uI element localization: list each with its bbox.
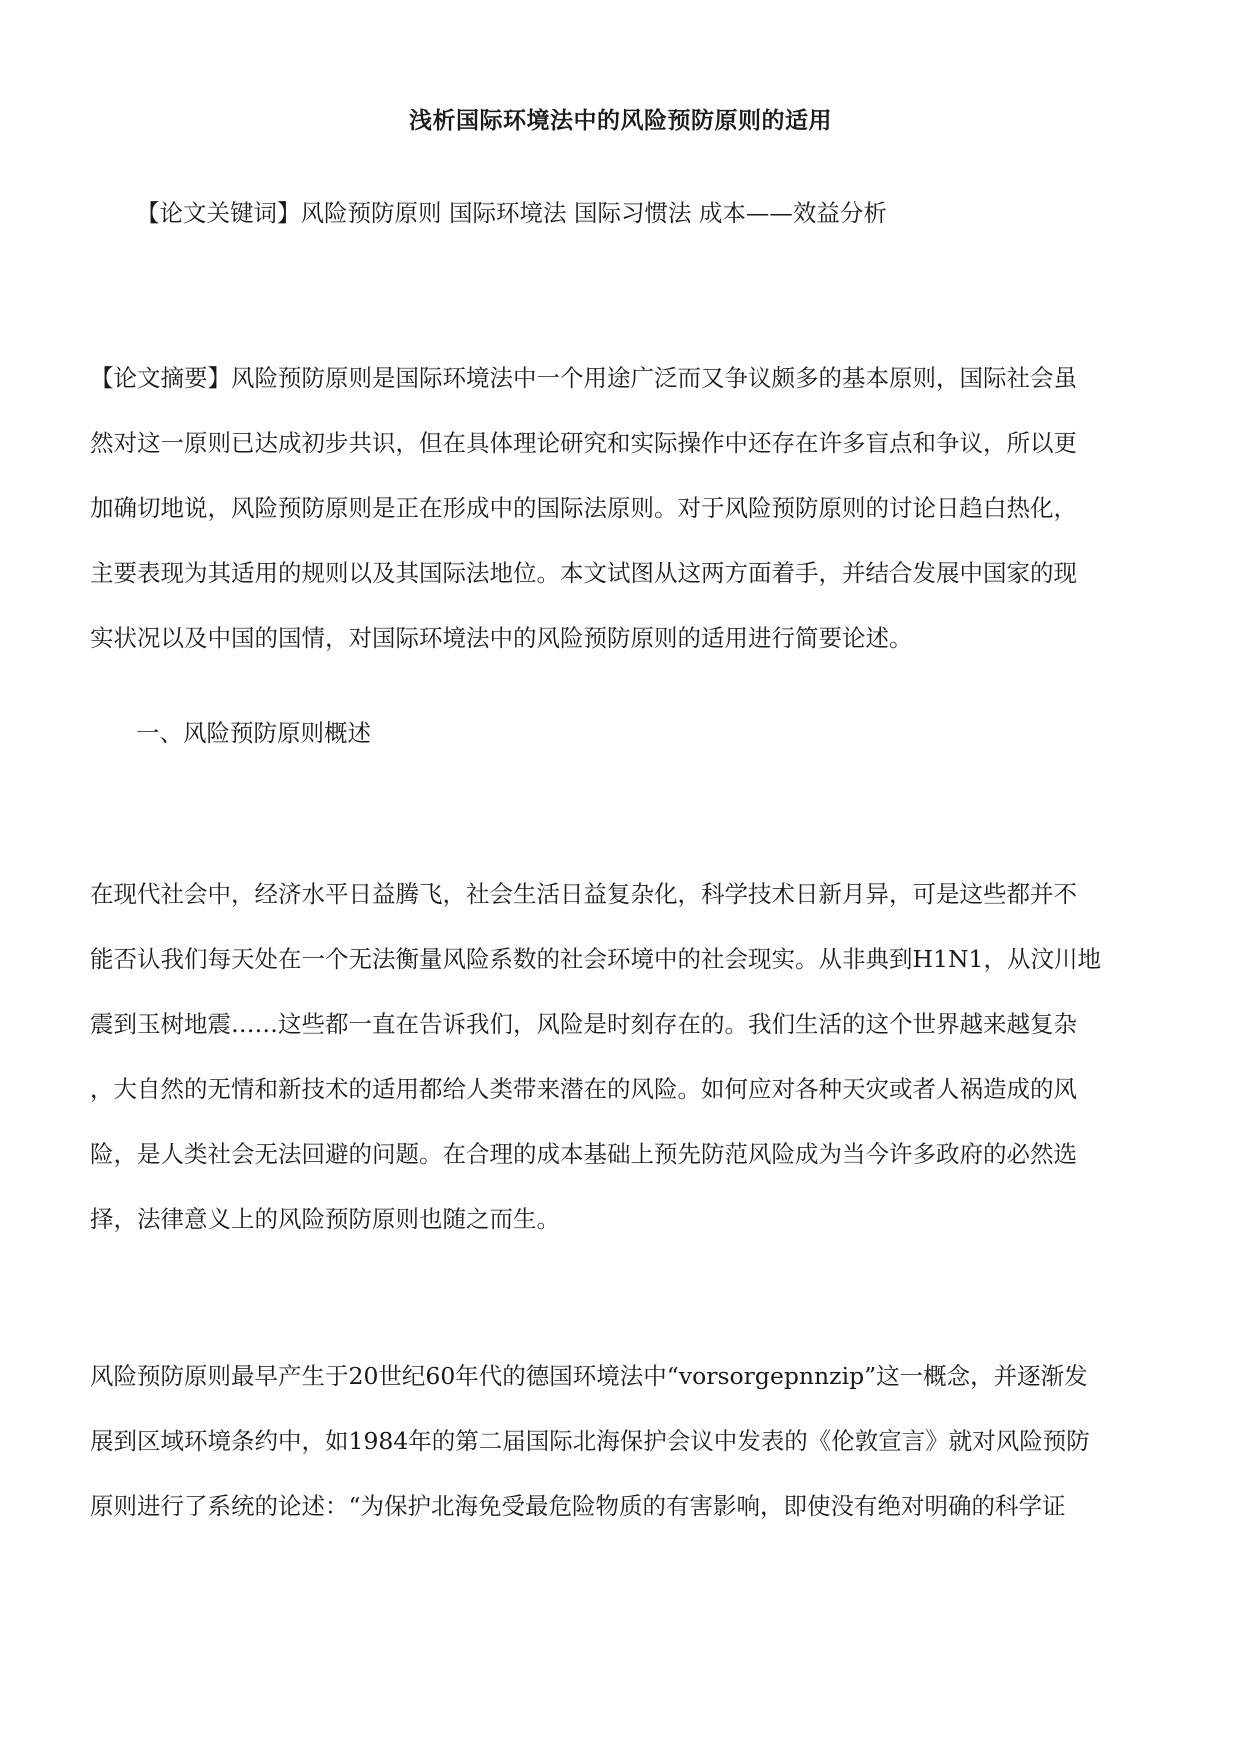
body-line: 险，是人类社会无法回避的问题。在合理的成本基础上预先防范风险成为当今许多政府的必然选 [90,1140,1077,1168]
body-line: 能否认我们每天处在一个无法衡量风险系数的社会环境中的社会现实。从非典到H1N1，从汶川地 [90,945,1101,973]
document-title: 浅析国际环境法中的风险预防原则的适用 [409,107,832,134]
body-line: 择，法律意义上的风险预防原则也随之而生。 [90,1205,560,1233]
abstract-line: 【论文摘要】风险预防原则是国际环境法中一个用途广泛而又争议颇多的基本原则，国际社会虽 [90,364,1077,392]
abstract-line: 加确切地说，风险预防原则是正在形成中的国际法原则。对于风险预防原则的讨论日趋白热化， [90,494,1077,522]
body-line: 原则进行了系统的论述：“为保护北海免受最危险物质的有害影响，即使没有绝对明确的科学证 [90,1492,1066,1520]
keywords-line: 【论文关键词】风险预防原则 国际环境法 国际习惯法 成本——效益分析 [136,199,887,227]
body-line: 震到玉树地震……这些都一直在告诉我们，风险是时刻存在的。我们生活的这个世界越来越复杂 [90,1010,1077,1038]
abstract-line: 主要表现为其适用的规则以及其国际法地位。本文试图从这两方面着手，并结合发展中国家的现 [90,559,1077,587]
body-line: ，大自然的无情和新技术的适用都给人类带来潜在的风险。如何应对各种天灾或者人祸造成的风 [90,1075,1077,1103]
section-heading: 一、风险预防原则概述 [136,719,371,747]
body-line: 在现代社会中，经济水平日益腾飞，社会生活日益复杂化，科学技术日新月异，可是这些都并不 [90,880,1077,908]
body-line: 展到区域环境条约中，如1984年的第二届国际北海保护会议中发表的《伦敦宣言》就对风险预防 [90,1427,1090,1455]
body-paragraph-2 [90,1344,1150,1539]
abstract-line: 实状况以及中国的国情，对国际环境法中的风险预防原则的适用进行简要论述。 [90,624,913,652]
abstract-paragraph [90,346,1150,671]
body-paragraph-1 [90,862,1150,1252]
abstract-line: 然对这一原则已达成初步共识，但在具体理论研究和实际操作中还存在许多盲点和争议，所以更 [90,429,1077,457]
body-line: 风险预防原则最早产生于20世纪60年代的德国环境法中“vorsorgepnnzip”这一概念，并逐渐发 [90,1362,1088,1390]
